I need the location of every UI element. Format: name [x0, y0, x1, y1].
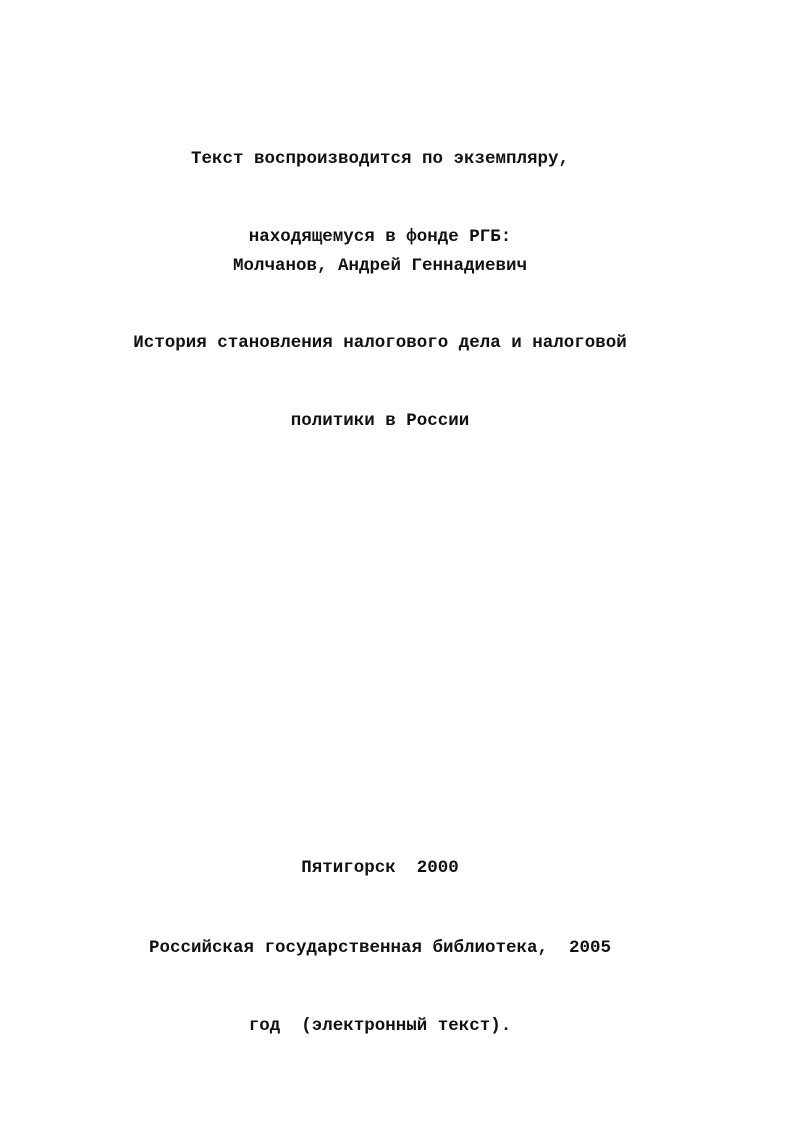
library-note-line-2: год (электронный текст).: [248, 1016, 512, 1036]
author-text: Молчанов, Андрей Геннадиевич: [232, 256, 528, 276]
library-note: [0, 883, 760, 1065]
library-note-line-1: Российская государственная библиотека, 2005: [148, 938, 612, 958]
place-year-text: Пятигорск 2000: [301, 858, 459, 878]
title-line-2: политики в России: [290, 411, 470, 431]
source-note-line-2: находящемуся в фонде РГБ:: [248, 227, 512, 247]
document-title: [0, 278, 760, 460]
source-note-line-1: Текст воспроизводится по экземпляру,: [190, 149, 570, 169]
title-line-1: История становления налогового дела и налоговой: [133, 333, 627, 353]
